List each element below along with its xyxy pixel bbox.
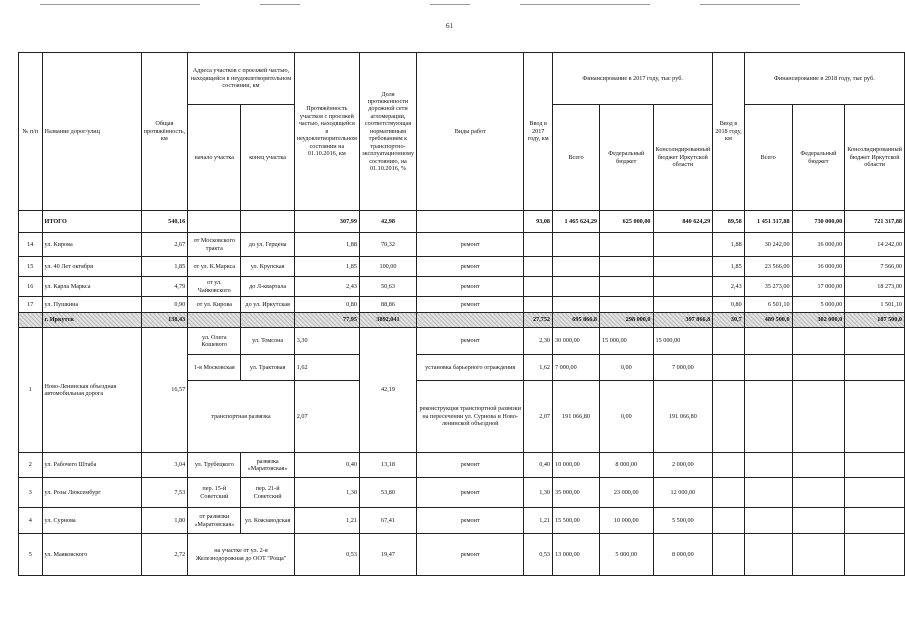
header-regional-2018: Консолидированный бюджет Иркутской области [845,105,905,211]
header-federal-2018: Федеральный бюджет [792,105,845,211]
header-total-2017: Всего [553,105,600,211]
table-row: 1-я Московская ул. Трактовая 1,62 установка барьерного ограждения 1,62 7 000,00 0,00 7 000,00 [19,355,905,381]
table-row: 1 Ново-Ленинская объездная автомобильная дорога 16,57 ул. Олега Кошевого ул. Томсона 3,30 42,19 ремонт 2,30 30 000,00 15 000,00 15 000,00 [19,328,905,355]
header-works: Виды работ [417,53,524,211]
header-regional-2017: Консолидированный бюджет Иркутской области [653,105,713,211]
header-length: Общая протяжённость, км [141,53,188,211]
header-end: конец участка [241,105,294,211]
header-total-2018: Всего [744,105,792,211]
header-road: Название дорог/улиц [42,53,141,211]
table-row: 14 ул. Кирова 2,67 от Московского тракта до ул. Герцена 1,88 70,32 ремонт 1,88 30 242,00 16 000,00 14 242,00 [19,233,905,257]
header-fin2018: Финансирование в 2018 году, тыс руб. [744,53,904,105]
header-num: № п/п [19,53,43,211]
city-subtotal-row: г. Иркутск 138,43 77,95 3892,041 27,752 695 866,8 298 000,0 397 866,8 30,7 489 500,0 302 000,0 187 500,0 [19,313,905,328]
header-fin2017: Финансирование в 2017 году, тыс руб. [553,53,713,105]
header-in2017: Ввод в 2017 году, км [524,53,553,211]
header-address: Адреса участков с проезжей частью, находящейся в неудовлетворительном состоянии, км [188,53,295,105]
table-row: 4 ул. Сурнова 1,80 от развязки «Маратовская» ул. Кожзаводская 1,21 67,41 ремонт 1,21 15 500,00 10 000,00 5 500,00 [19,508,905,534]
page-number: 61 [446,22,453,30]
table-row: 2 ул. Рабочего Штаба 3,04 ул. Трубецкого развязка «Маратовская» 0,40 13,18 ремонт 0,40 10 000,00 8 000,00 2 000,00 [19,453,905,478]
total-row: ИТОГО 540,16 307,99 42,98 93,08 1 465 624,29 625 000,00 840 624,29 89,58 1 451 317,88 730 000,00 721 317,88 [19,211,905,233]
header-federal-2017: Федеральный бюджет [600,105,654,211]
table-row: 15 ул. 40 Лет октября 1,85 от ул. К.Маркса ул. Крупская 1,85 100,00 ремонт 1,85 23 566,00 16 000,00 7 566,00 [19,257,905,277]
table-row: 16 ул. Карла Маркса 4,79 от ул. Чайковского до Л-квартала 2,43 50,63 ремонт 2,43 35 273,00 17 000,00 18 273,00 [19,277,905,297]
table-row: 3 ул. Розы Люксембург 7,53 пер. 15-й Советский пер. 21-й Советский 1,30 53,80 ремонт 1,30 35 000,00 23 000,00 12 000,00 [19,478,905,508]
table-row: транспортная развязка 2,07 реконструкция транспортной развязки на пересечении ул. Сурнова и Ново-ленинской объездной 2,07 191 066,80 0,00 191 066,80 [19,381,905,453]
header-in2018: Ввод в 2018 году, км [713,53,744,211]
header-start: начало участка [188,105,241,211]
header-bad-length: Протяжённость участков с проезжей частью, находящейся в неудовлетворительном состоянии на 01.10.2016, км [294,53,359,211]
road-works-table [18,52,905,576]
header-share: Доля протяженности дорожной сети агломерации, соответствующая нормативным требованиям к транспортно-эксплуатационному состоянию, на 01.10.2016, % [359,53,416,211]
table-row: 17 ул. Пушкина 0,90 от ул. Кирова до ул. Иркутская 0,80 88,86 ремонт 0,80 6 501,10 5 000,00 1 501,10 [19,297,905,313]
table-row: 5 ул. Маяковского 2,72 на участке от ул. 2-я Железнодорожная до ООТ "Роща" 0,53 19,47 ремонт 0,53 13 000,00 5 000,00 8 000,00 [19,534,905,576]
